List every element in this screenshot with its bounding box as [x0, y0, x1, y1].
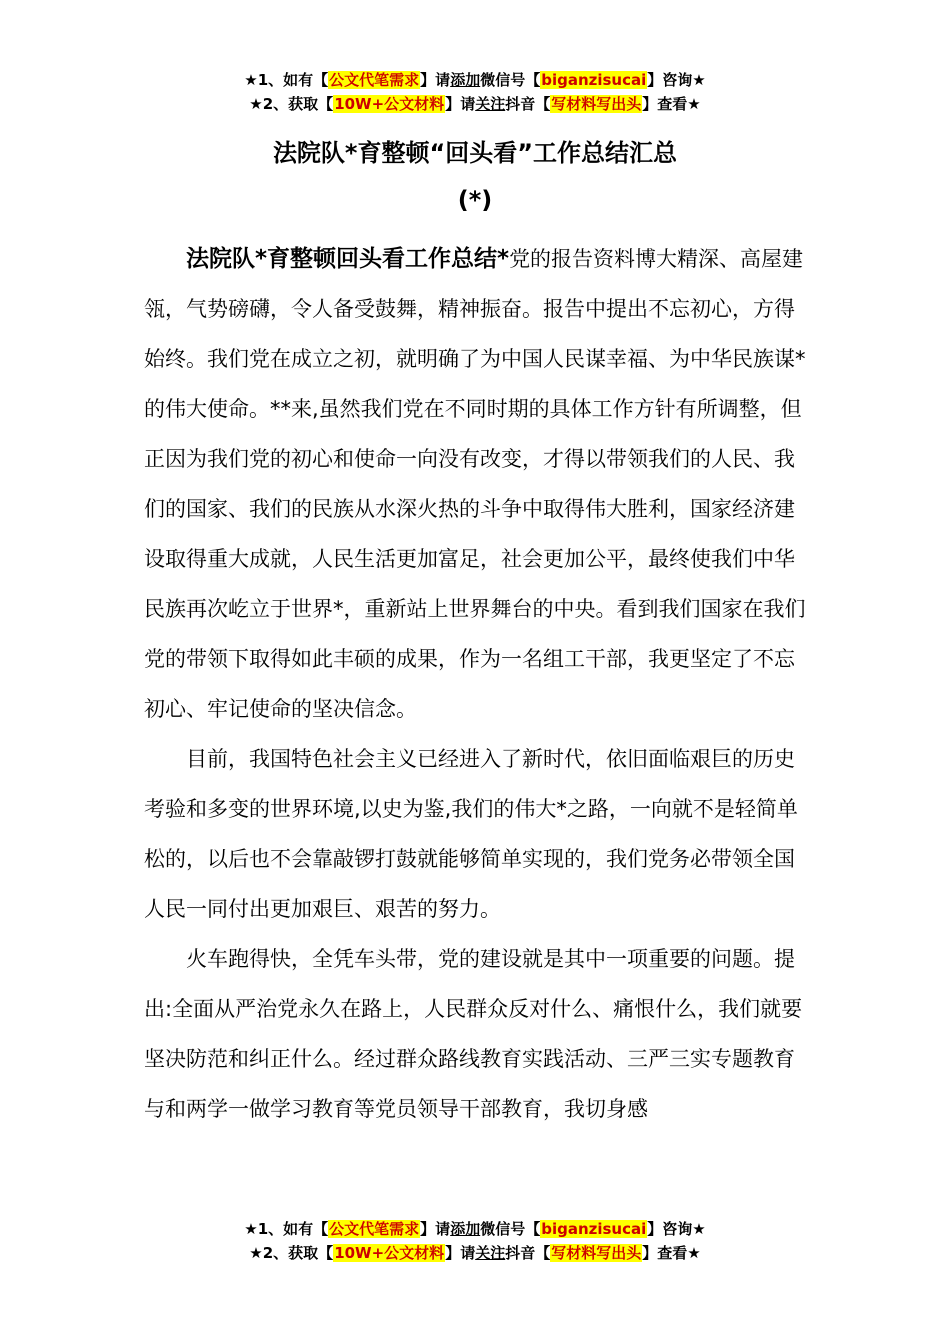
paragraph-lead: 法院队*育整顿回头看工作总结* [186, 246, 510, 272]
promo-text: 抖音【 [505, 1244, 551, 1262]
paragraph-text: 目前，我国特色社会主义已经进入了新时代，依旧面临艰巨的历史考验和多变的世界环境,以史为鉴,我们的伟大*之路，一向就不是轻简单松的，以后也不会靠敲锣打鼓就能够简单实现的，我们党务必带领全国人民一同付出更加艰巨、艰苦的努力。 [144, 747, 798, 921]
body-paragraph [144, 734, 809, 934]
emphasis-text: 关注 [475, 95, 506, 113]
promo-text: 】查看★ [642, 1244, 701, 1262]
highlight-text: 公文代笔需求 [329, 1220, 420, 1238]
promo-text: 】请 [420, 71, 451, 89]
highlight-text: biganzisucai [541, 1220, 647, 1238]
promo-text: ★2、获取【 [249, 1244, 334, 1262]
highlight-text: 写材料写出头 [551, 1244, 642, 1262]
promo-text: 】咨询★ [647, 1220, 706, 1238]
highlight-text: 写材料写出头 [551, 95, 642, 113]
promo-text: 】请 [445, 1244, 476, 1262]
highlight-text: 公文代笔需求 [329, 71, 420, 89]
emphasis-text: 添加 [450, 1220, 481, 1238]
promo-text: ★1、如有【 [244, 1220, 329, 1238]
promo-text: ★1、如有【 [244, 71, 329, 89]
highlight-text: biganzisucai [541, 71, 647, 89]
promo-text: 抖音【 [505, 95, 551, 113]
document-subtitle: (*) [457, 186, 493, 214]
body-paragraph [144, 234, 809, 734]
paragraph-text: 火车跑得快，全凭车头带，党的建设就是其中一项重要的问题。提出:全面从严治党永久在路上，人民群众反对什么、痛恨什么，我们就要坚决防范和纠正什么。经过群众路线教育实践活动、三严三实专题教育与和两学一做学习教育等党员领导干部教育，我切身感 [144, 947, 803, 1121]
promo-banner-top [0, 68, 950, 116]
promo-text: 】查看★ [642, 95, 701, 113]
highlight-text: 10W+公文材料 [334, 95, 445, 113]
highlight-text: 10W+公文材料 [334, 1244, 445, 1262]
document-body [144, 234, 809, 1134]
promo-line-1 [0, 1217, 950, 1241]
emphasis-text: 关注 [475, 1244, 506, 1262]
promo-banner-bottom [0, 1217, 950, 1265]
promo-text: 微信号【 [480, 71, 541, 89]
promo-text: ★2、获取【 [249, 95, 334, 113]
promo-line-2 [0, 1241, 950, 1265]
emphasis-text: 添加 [450, 71, 481, 89]
promo-line-1 [0, 68, 950, 92]
promo-text: 】请 [445, 95, 476, 113]
promo-text: 微信号【 [480, 1220, 541, 1238]
paragraph-text: 党的报告资料博大精深、高屋建瓴，气势磅礴，令人备受鼓舞，精神振奋。报告中提出不忘初心，方得始终。我们党在成立之初，就明确了为中国人民谋幸福、为中华民族谋*的伟大使命。**来,虽然我们党在不同时期的具体工作方针有所调整，但正因为我们党的初心和使命一向没有改变，才得以带领我们的人民、我们的国家、我们的民族从水深火热的斗争中取得伟大胜利，国家经济建设取得重大成就，人民生活更加富足，社会更加公平，最终使我们中华民族再次屹立于世界*，重新站上世界舞台的中央。看到我们国家在我们党的带领下取得如此丰硕的成果，作为一名组工干部，我更坚定了不忘初心、牢记使命的坚决信念。 [144, 247, 806, 721]
promo-line-2 [0, 92, 950, 116]
promo-text: 】请 [420, 1220, 451, 1238]
body-paragraph [144, 934, 809, 1134]
document-title: 法院队*育整顿“回头看”工作总结汇总 [272, 139, 678, 167]
promo-text: 】咨询★ [647, 71, 706, 89]
